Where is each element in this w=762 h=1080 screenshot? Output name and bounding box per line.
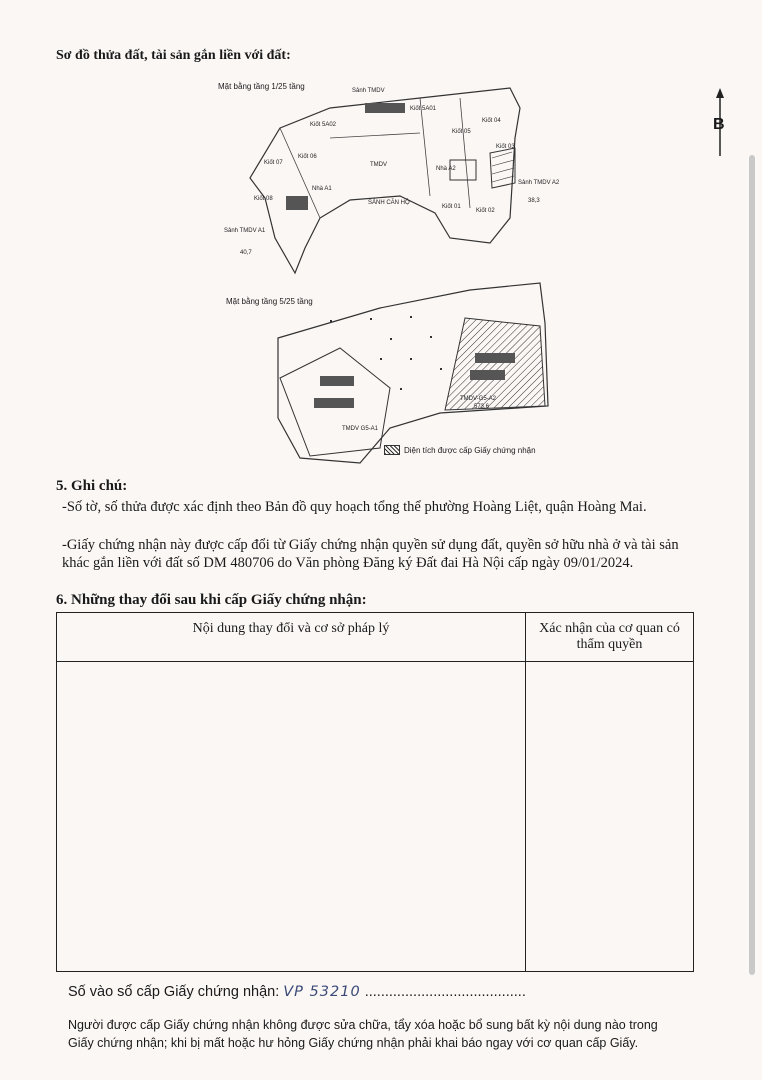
- certificate-number-line: [68, 984, 526, 1000]
- hatch-swatch-icon: [384, 445, 400, 455]
- label-nha-a1: Nhà A1: [312, 186, 332, 192]
- label-area-a2: 38,3: [528, 198, 540, 204]
- cert-label: Số vào sổ cấp Giấy chứng nhận:: [68, 984, 280, 1000]
- label-kiot-04: Kiốt 04: [482, 118, 501, 124]
- cert-number: VP 53210: [283, 984, 361, 1000]
- label-sanh-tmdv-a2: Sảnh TMDV A2: [518, 180, 560, 186]
- legend: [384, 445, 536, 455]
- label-tmdv: TMDV: [370, 162, 387, 168]
- label-kiot-5a01: Kiốt 5A01: [410, 106, 437, 112]
- north-label: B: [713, 116, 725, 133]
- floor-plan-1: [220, 78, 600, 278]
- label-tmdv-g5-a2: TMDV-G5-A2: [460, 396, 497, 402]
- label-kiot-07: Kiốt 07: [264, 160, 283, 166]
- note-1: -Số tờ, số thửa được xác định theo Bản đồ quy hoạch tổng thể phường Hoàng Liệt, quận Hoàng Mai.: [62, 499, 647, 515]
- plan1-title: Mặt bằng tầng 1/25 tầng: [218, 82, 305, 91]
- section-header: Sơ đồ thửa đất, tài sản gắn liền với đất:: [56, 48, 291, 63]
- col-header-content: Nội dung thay đổi và cơ sở pháp lý: [57, 613, 526, 662]
- footer-line-1: Người được cấp Giấy chứng nhận không được sửa chữa, tẩy xóa hoặc bổ sung bất kỳ nội dung nào trong: [68, 1018, 658, 1032]
- legend-label: Diện tích được cấp Giấy chứng nhận: [404, 445, 536, 455]
- changes-title: 6. Những thay đổi sau khi cấp Giấy chứng nhận:: [56, 592, 367, 608]
- cert-dots: ........................................: [364, 984, 526, 1000]
- footer-line-2: Giấy chứng nhận; khi bị mất hoặc hư hỏng Giấy chứng nhận phải khai báo ngay với cơ quan cấp Giấy.: [68, 1036, 639, 1050]
- floor-plan-2: [270, 278, 560, 468]
- label-sanh-can-ho: SẢNH CĂN HỘ: [368, 200, 410, 206]
- plan2-title: Mặt bằng tầng 5/25 tầng: [226, 297, 313, 306]
- label-area-g5-a2: 573,6: [474, 404, 490, 410]
- scrollbar[interactable]: [749, 155, 755, 975]
- changes-content-cell: [57, 662, 526, 972]
- label-nha-a2: Nhà A2: [436, 166, 456, 172]
- note-2: -Giấy chứng nhận này được cấp đổi từ Giấy chứng nhận quyền sử dụng đất, quyền sở hữu nhà ở và tài sản khác gắn liền với đất số DM 480706 do Văn phòng Đăng ký Đất đai Hà Nội cấp ngày 09/01/2024.: [62, 537, 679, 571]
- col-header-confirmation: Xác nhận của cơ quan có thẩm quyền: [526, 613, 694, 662]
- label-kiot-03: Kiốt 03: [496, 144, 515, 150]
- label-kiot-01: Kiốt 01: [442, 204, 461, 210]
- label-area-a1: 40,7: [240, 250, 252, 256]
- label-kiot-02: Kiốt 02: [476, 208, 495, 214]
- changes-table: [56, 612, 694, 972]
- label-kiot-5a02: Kiốt 5A02: [310, 122, 337, 128]
- label-kiot-08: Kiốt 08: [254, 196, 273, 202]
- notes-title: 5. Ghi chú:: [56, 478, 128, 494]
- label-sanh-tmdv: Sảnh TMDV: [352, 88, 385, 94]
- label-tmdv-g5-a1: TMDV G5-A1: [342, 426, 379, 432]
- changes-confirmation-cell: [526, 662, 694, 972]
- label-sanh-tmdv-a1: Sảnh TMDV A1: [224, 228, 266, 234]
- label-kiot-06: Kiốt 06: [298, 154, 317, 160]
- label-kiot-05: Kiốt 05: [452, 129, 471, 135]
